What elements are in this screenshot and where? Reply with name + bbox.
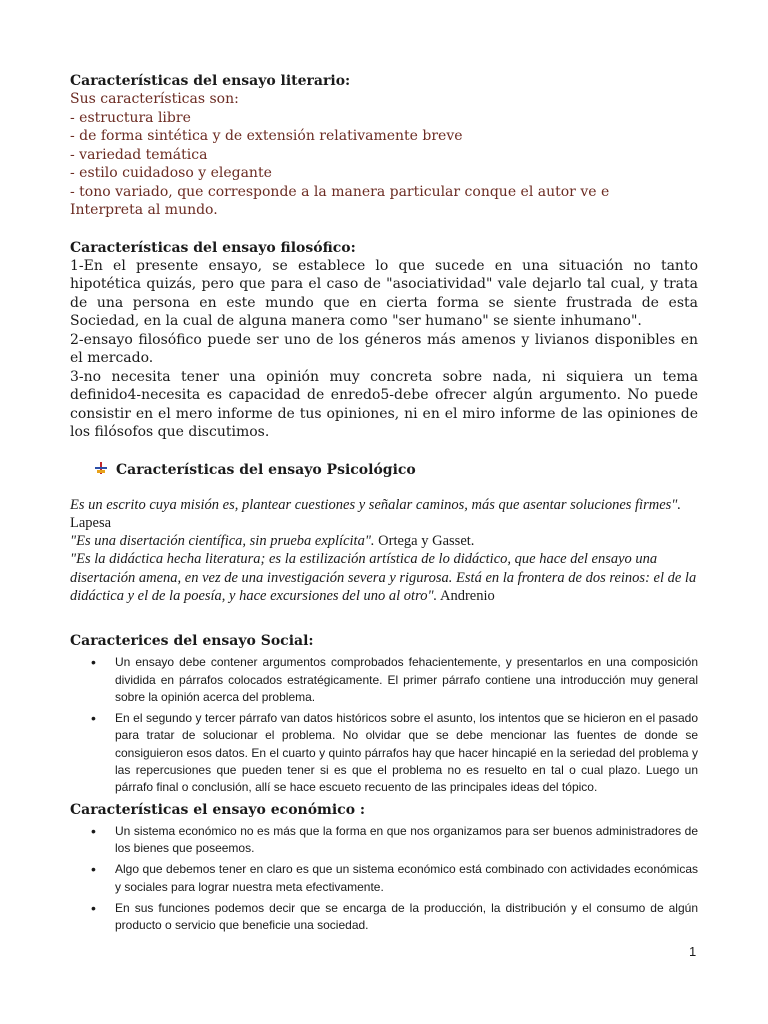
literario-item: - estilo cuidadoso y elegante (70, 165, 272, 181)
quote-author: Lapesa (70, 514, 112, 531)
quote-author: Ortega y Gasset. (378, 533, 475, 550)
heading-social: Caracterices del ensayo Social: (70, 633, 314, 650)
quote-text: "Es la didáctica hecha literatura; es la estilización artística de lo didáctico, que hace del ensayo una disertación amena, en vez de una investigación severa y rigurosa. Está en la frontera de dos reinos: el de la didáctica y el de la poesía, y hace excursiones del uno al otro". (70, 551, 697, 604)
quote (70, 532, 698, 550)
section-social (70, 632, 698, 796)
section-filosofico (70, 239, 698, 442)
heading-filosofico: Características del ensayo filosófico: (70, 239, 356, 256)
quote-text: Es un escrito cuya misión es, plantear cuestiones y señalar caminos, más que asentar soluciones firmes". (70, 496, 681, 513)
psicologico-heading-row (94, 461, 698, 480)
filosofico-paragraph: 1-En el presente ensayo, se establece lo que sucede en una situación no tanto hipotética quizás, pero que para el caso de "asociatividad" vale dejarlo tal cual, y trata de una persona en este mundo que en cierta forma se siente frustrada de esta Sociedad, en la cual de alguna manera como "ser humano" se siente inhumano". (70, 257, 698, 329)
social-list (70, 654, 698, 796)
heading-psicologico: Características del ensayo Psicológico (116, 462, 416, 478)
literario-item: - tono variado, que corresponde a la manera particular conque el autor ve e (70, 183, 610, 200)
literario-item: - de forma sintética y de extensión relativamente breve (70, 128, 463, 144)
section-psicologico (70, 461, 698, 606)
quote-author: Andrenio (439, 587, 495, 604)
list-item: • Un sistema económico no es más que la forma en que nos organizamos para ser buenos administradores de los bienes que poseemos. (70, 823, 698, 858)
literario-item: - estructura libre (70, 109, 191, 126)
section-literario (70, 72, 698, 220)
heading-literario: Características del ensayo literario: (70, 73, 351, 89)
literario-item: Interpreta al mundo. (70, 202, 218, 218)
literario-intro: Sus características son: (70, 91, 239, 107)
quote (70, 550, 698, 605)
quote-text: "Es una disertación científica, sin prueba explícita". (70, 533, 375, 550)
filosofico-paragraph: 2-ensayo filosófico puede ser uno de los géneros más amenos y livianos disponibles en el mercado. (70, 331, 698, 366)
list-item: • En el segundo y tercer párrafo van datos históricos sobre el asunto, los intentos que se hicieron en el pasado para tratar de solucionar el problema. No olvidar que se debe mencionar las fuentes de donde se consiguieron esos datos. En el cuarto y quinto párrafos hay que hacer hincapié en la seriedad del problema y las repercusiones que pueden tener si es que el problema no es resuelto en tal o cual plazo. Luego un párrafo final o conclusión, allí se hace escueto recuento de las principales ideas del tópico. (70, 710, 698, 796)
document-page (70, 72, 698, 938)
economico-list (70, 823, 698, 935)
page-number: 1 (689, 944, 697, 959)
quote (70, 496, 698, 533)
section-economico (70, 801, 698, 935)
list-item: • Algo que debemos tener en claro es que un sistema económico está combinado con actividades económicas y sociales para lograr nuestra meta efectivamente. (70, 861, 698, 896)
list-item: • En sus funciones podemos decir que se encarga de la producción, la distribución y el consumo de algún producto o servicio que beneficie una sociedad. (70, 900, 698, 935)
bullet-arrow-icon (94, 461, 108, 480)
literario-item: - variedad temática (70, 146, 208, 163)
filosofico-paragraph: 3-no necesita tener una opinión muy concreta sobre nada, ni siquiera un tema definido4-necesita es capacidad de enredo5-debe ofrecer algún argumento. No puede consistir en el mero informe de tus opiniones, ni en el miro informe de las opiniones de los filósofos que discutimos. (70, 368, 698, 440)
list-item: • Un ensayo debe contener argumentos comprobados fehacientemente, y presentarlos en una composición dividida en párrafos colocados estratégicamente. El primer párrafo contiene una introducción muy general sobre la opinión acerca del problema. (70, 654, 698, 706)
heading-economico: Características el ensayo económico : (70, 801, 366, 818)
